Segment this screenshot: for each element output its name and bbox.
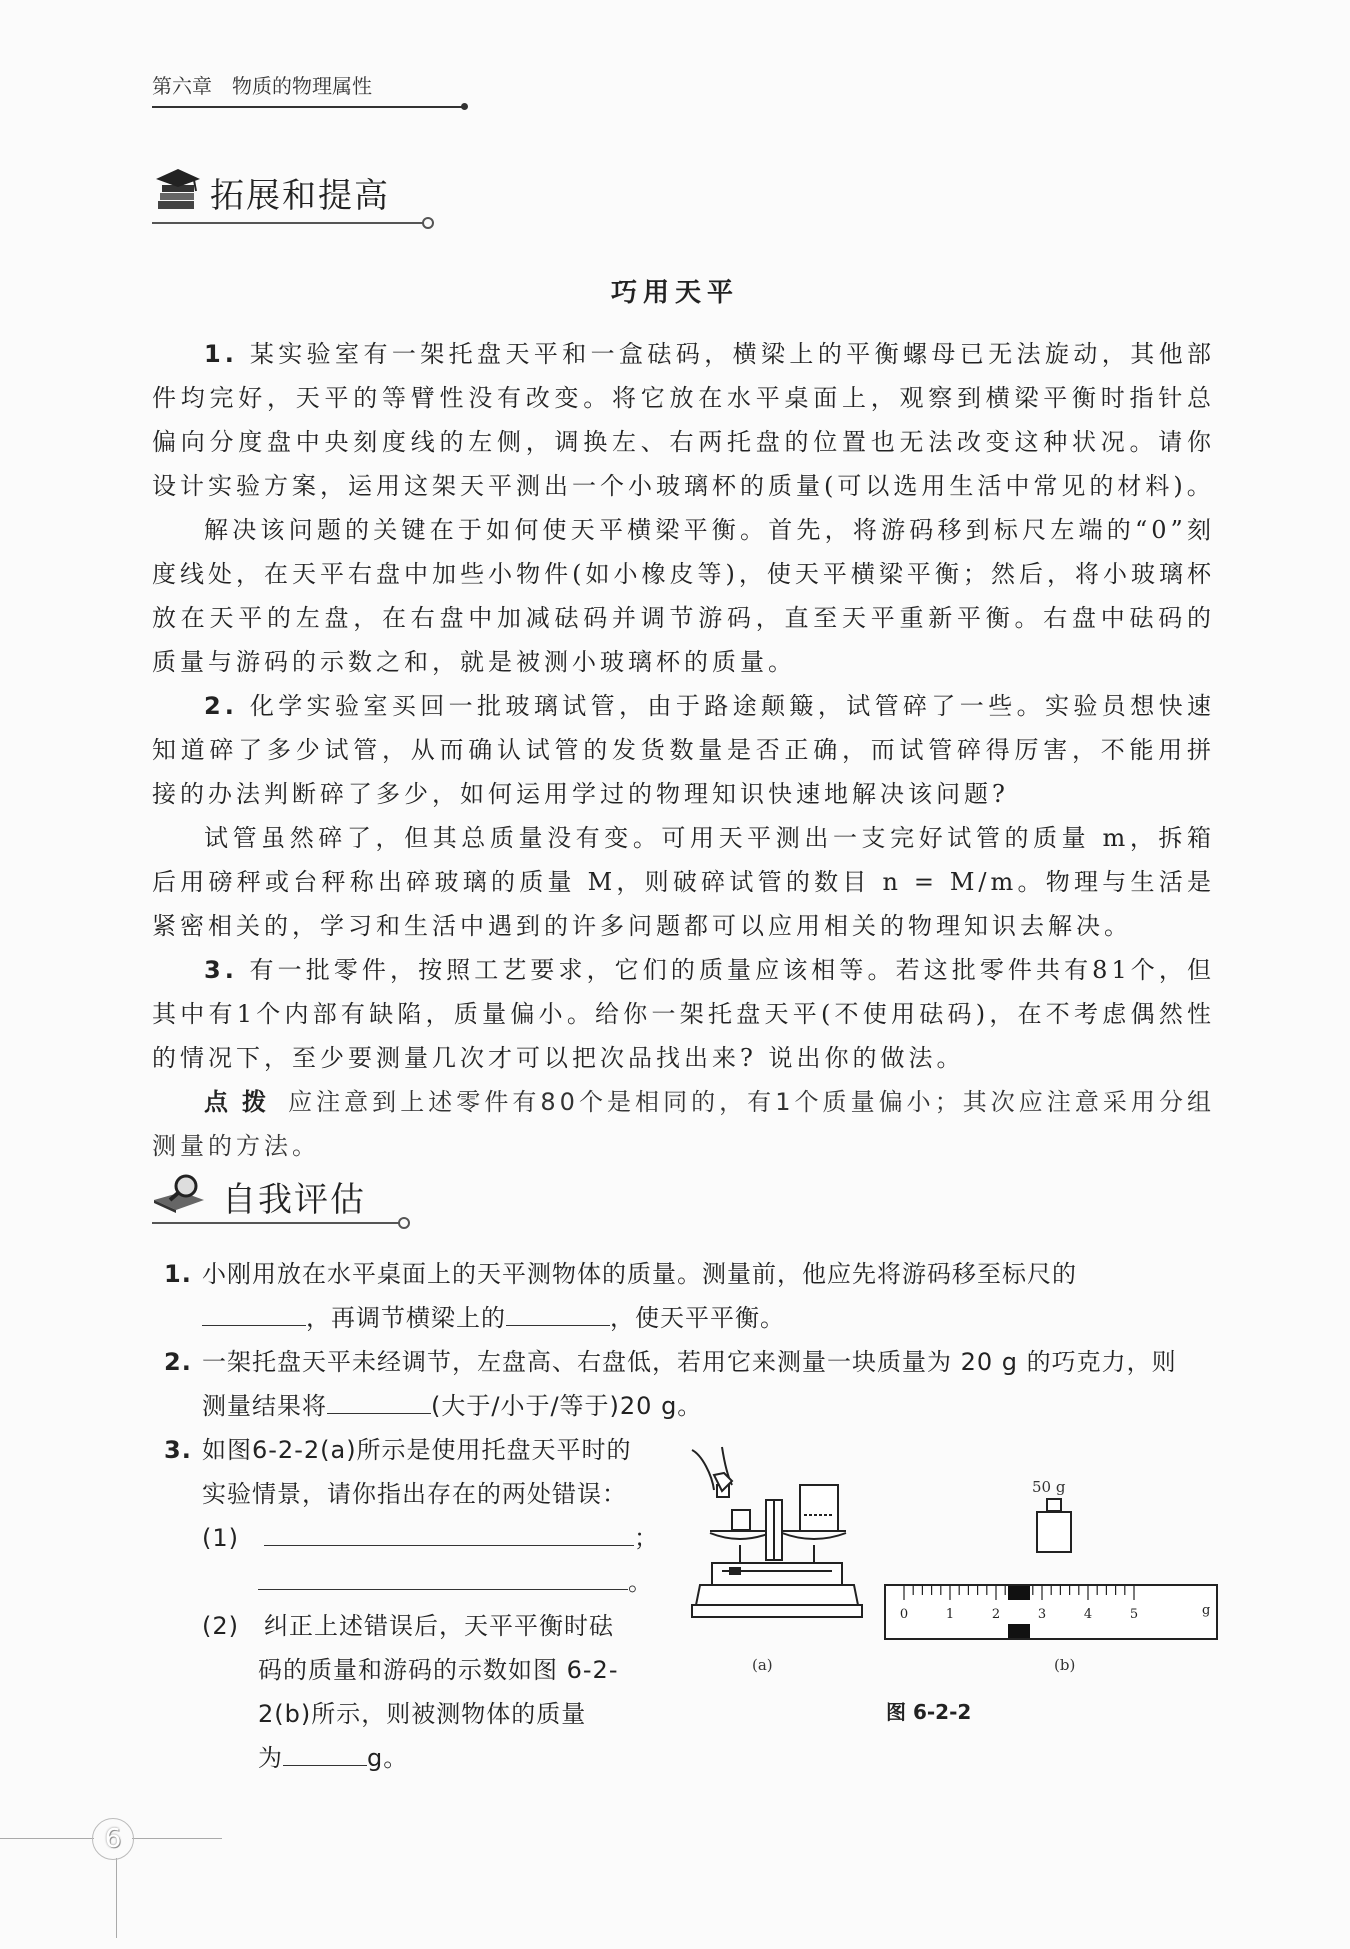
section-title-ring	[398, 1217, 410, 1229]
question-2	[166, 1340, 1216, 1428]
question-number: 3.	[164, 1436, 192, 1464]
question-text: ，再调节横梁上的	[306, 1304, 506, 1332]
weight-label: 50 g	[1032, 1478, 1066, 1496]
page-number: 6	[92, 1818, 134, 1860]
answer-blank[interactable]	[283, 1737, 367, 1766]
punctuation: ；	[634, 1524, 659, 1552]
punctuation: 。	[628, 1568, 653, 1596]
header-rule-dot	[461, 103, 468, 110]
answer-text: 试管虽然碎了，但其总质量没有变。可用天平测出一支完好试管的质量 m，拆箱后用磅秤或台秤称出碎玻璃的质量 M，则破碎试管的数目 n = M/m。物理与生活是紧密相关的，学习和生活中遇到的许多问题都可以应用相关的物理知识去解决。	[152, 824, 1215, 940]
section-title-ring	[422, 217, 434, 229]
question-1	[166, 1252, 1216, 1340]
question-text: 为	[258, 1744, 283, 1772]
weight-icon	[1034, 1498, 1074, 1554]
rider-top	[1008, 1586, 1030, 1600]
hint-label: 点拨	[204, 1088, 281, 1116]
chapter-header: 第六章 物质的物理属性	[152, 74, 372, 98]
question-text: 码的质量和游码的示数如图 6-2-	[258, 1656, 619, 1684]
figure-b-label: (b)	[1054, 1656, 1076, 1674]
magnifier-icon	[152, 1172, 206, 1214]
problem-2-answer	[152, 816, 1215, 948]
question-blanks-line	[202, 1736, 666, 1780]
scale-tick-label: 5	[1129, 1607, 1139, 1622]
question-text: 实验情景，请你指出存在的两处错误：	[202, 1480, 627, 1508]
sub-question-2	[202, 1604, 666, 1648]
answer-blank[interactable]	[506, 1297, 610, 1326]
header-rule	[152, 106, 464, 108]
error-2-row	[202, 1560, 666, 1604]
rider-bottom	[1008, 1624, 1030, 1638]
problem-text: 化学实验室买回一批玻璃试管，由于路途颠簸，试管碎了一些。实验员想快速知道碎了多少试管，从而确认试管的发货数量是否正确，而试管碎得厉害，不能用拼接的办法判断碎了多少，如何运用学过的物理知识快速地解决该问题?	[152, 692, 1215, 808]
figure-a-label: (a)	[752, 1656, 773, 1674]
scale-unit: g	[1202, 1603, 1211, 1618]
problem-3	[152, 948, 1215, 1080]
answer-blank[interactable]	[258, 1561, 628, 1590]
question-text: 一架托盘天平未经调节，左盘高、右盘低，若用它来测量一块质量为 20 g 的巧克力，则	[202, 1348, 1177, 1376]
question-number: 1.	[164, 1260, 192, 1288]
problem-1-answer	[152, 508, 1215, 684]
footer-rule-right	[132, 1838, 222, 1839]
question-number: 2.	[164, 1348, 192, 1376]
question-3	[166, 1428, 666, 1780]
problem-number: 2.	[204, 692, 238, 720]
error-1-row	[202, 1516, 666, 1560]
section-title-underline	[152, 222, 424, 224]
question-blanks-line	[202, 1384, 1216, 1428]
article-title: 巧用天平	[610, 278, 739, 308]
question-text: ，使天平平衡。	[610, 1304, 785, 1332]
scale-tick-label: 1	[945, 1607, 955, 1622]
answer-blank[interactable]	[202, 1297, 306, 1326]
problem-text: 某实验室有一架托盘天平和一盒砝码，横梁上的平衡螺母已无法旋动，其他部件均完好，天平的等臂性没有改变。将它放在水平桌面上，观察到横梁平衡时指针总偏向分度盘中央刻度线的左侧，调换左、右两托盘的位置也无法改变这种状况。请你设计实验方案，运用这架天平测出一个小玻璃杯的质量(可以选用生活中常见的材料)。	[152, 340, 1215, 500]
scale-tick-label: 4	[1083, 1607, 1093, 1622]
footer-rule-vertical	[116, 1858, 117, 1938]
problem-1	[152, 332, 1215, 508]
section-title-extension: 拓展和提高	[210, 176, 390, 216]
question-text: (大于/小于/等于)20 g。	[431, 1392, 703, 1420]
question-text: 纠正上述错误后，天平平衡时砝	[264, 1612, 614, 1640]
sub-question-label: (1)	[202, 1524, 239, 1552]
question-text: g。	[367, 1744, 409, 1772]
hint-text: 应注意到上述零件有80个是相同的，有1个质量偏小；其次应注意采用分组测量的方法。	[152, 1088, 1216, 1160]
section-title-underline	[152, 1222, 400, 1224]
figure-a-balance	[672, 1445, 872, 1645]
question-text: 小刚用放在水平桌面上的天平测物体的质量。测量前，他应先将游码移至标尺的	[202, 1260, 1077, 1288]
question-text: 2(b)所示，则被测物体的质量	[258, 1700, 587, 1728]
problem-2	[152, 684, 1215, 816]
answer-blank[interactable]	[264, 1517, 634, 1546]
scale-tick-label: 2	[991, 1607, 1001, 1622]
rider-scale	[884, 1584, 1218, 1640]
scale-tick-label: 0	[899, 1607, 909, 1622]
scale-tick-label: 3	[1037, 1607, 1047, 1622]
sub-question-label: (2)	[202, 1612, 239, 1640]
problem-number: 1.	[204, 340, 238, 368]
footer-rule-left	[0, 1838, 94, 1839]
problem-3-hint	[152, 1080, 1215, 1168]
section-title-self-assessment: 自我评估	[222, 1180, 366, 1220]
problem-text: 有一批零件，按照工艺要求，它们的质量应该相等。若这批零件共有81个，但其中有1个内部有缺陷，质量偏小。给你一架托盘天平(不使用砝码)，在不考虑偶然性的情况下，至少要测量几次才可以把次品找出来? 说出你的做法。	[152, 956, 1215, 1072]
question-text: 如图6-2-2(a)所示是使用托盘天平时的	[202, 1436, 632, 1464]
answer-text: 解决该问题的关键在于如何使天平横梁平衡。首先，将游码移到标尺左端的“0”刻度线处，在天平右盘中加些小物件(如小橡皮等)，使天平横梁平衡；然后，将小玻璃杯放在天平的左盘，在右盘中加减砝码并调节游码，直至天平重新平衡。右盘中砝码的质量与游码的示数之和，就是被测小玻璃杯的质量。	[152, 516, 1215, 676]
question-text: 测量结果将	[202, 1392, 327, 1420]
question-blanks-line	[202, 1296, 1216, 1340]
problem-number: 3.	[204, 956, 238, 984]
books-icon	[152, 165, 202, 215]
figure-caption: 图 6-2-2	[886, 1700, 972, 1724]
answer-blank[interactable]	[327, 1385, 431, 1414]
